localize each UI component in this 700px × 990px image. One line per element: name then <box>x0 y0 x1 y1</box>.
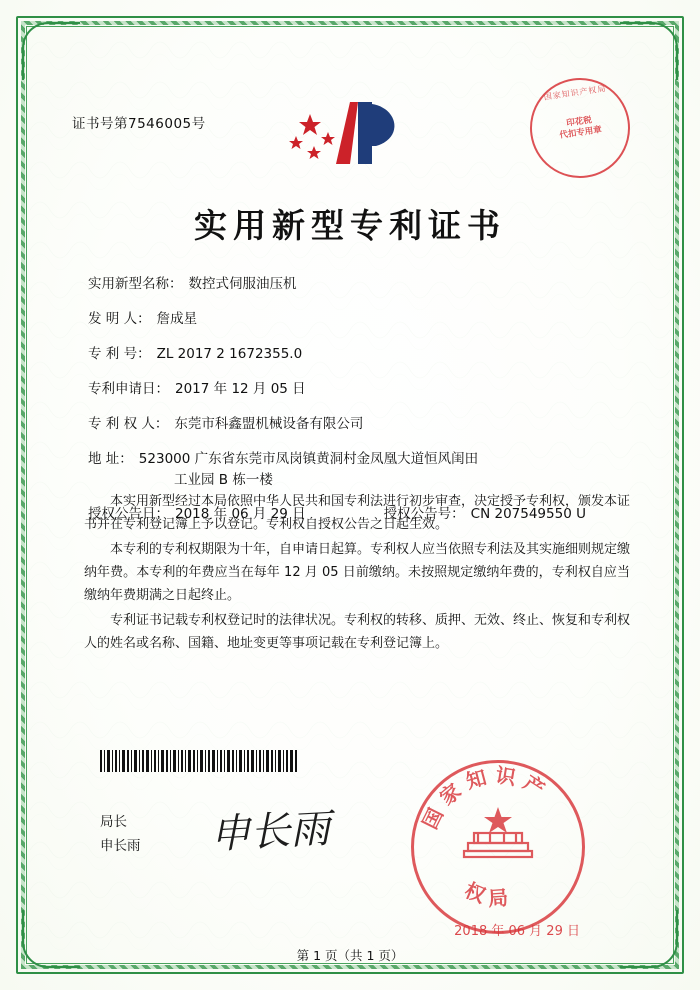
certificate-number: 证书号第7546005号 <box>72 116 206 132</box>
certificate-content <box>60 60 640 950</box>
field-value: 数控式伺服油压机 <box>188 276 297 292</box>
grant-number-label: 授权公告号： <box>383 505 465 522</box>
director-name: 申长雨 <box>100 838 141 854</box>
official-seal-ring-text <box>414 763 582 931</box>
official-seal <box>411 760 585 934</box>
tax-stamp-seal <box>524 72 637 185</box>
page-footer: 第 1 页（共 1 页） <box>296 948 404 963</box>
tax-stamp-top-text: 国家知识产权局 <box>543 84 607 102</box>
seal-date: 2018 年 06 月 29 日 <box>454 924 580 939</box>
field-value: 东莞市科鑫盟机械设备有限公司 <box>174 416 364 432</box>
svg-text:国家知识产: 国家知识产 <box>417 763 555 833</box>
legal-paragraph: 本实用新型经过本局依照中华人民共和国专利法进行初步审查，决定授予专利权，颁发本证书并在专利登记簿上予以登记。专利权自授权公告之日起生效。 <box>84 494 631 532</box>
page-title: 实用新型专利证书 <box>194 206 506 245</box>
field-value: 523000 广东省东莞市凤岗镇黄洞村金凤凰大道恒风闺田 <box>138 451 479 467</box>
director-title: 局长 <box>100 814 127 830</box>
handwritten-signature: 申长雨 <box>209 805 332 859</box>
sipo-logo-icon <box>280 94 420 184</box>
field-row-patent-number <box>88 348 632 362</box>
field-row-utility-model-name <box>88 278 632 292</box>
tax-stamp-bottom-text: 代扣专用章 <box>558 125 603 141</box>
field-label: 发 明 人： <box>88 311 151 327</box>
field-row-inventor <box>88 313 632 327</box>
field-value: 2017 年 12 月 05 日 <box>175 381 306 397</box>
grant-date-value: 2018 年 06 月 29 日 <box>175 505 306 522</box>
field-label: 专 利 权 人： <box>88 416 169 432</box>
field-label: 实用新型名称： <box>88 276 183 292</box>
field-value: 詹成星 <box>156 311 198 327</box>
tax-stamp-mid-text: 印花税 <box>565 115 593 129</box>
signature-block <box>100 810 141 858</box>
svg-text:权局: 权局 <box>461 877 516 911</box>
legal-paragraph: 专利证书记载专利权登记时的法律状况。专利权的转移、质押、无效、终止、恢复和专利权人的姓名或名称、国籍、地址变更等事项记载在专利登记簿上。 <box>84 613 631 651</box>
field-row-address <box>88 453 632 467</box>
grant-number-value: CN 207549550 U <box>470 505 586 522</box>
barcode <box>100 750 300 772</box>
field-value: ZL 2017 2 1672355.0 <box>156 346 303 362</box>
field-label: 专 利 号： <box>88 346 151 362</box>
field-label: 地 址： <box>88 451 133 467</box>
field-row-application-date <box>88 383 632 397</box>
legal-paragraph: 本专利的专利权期限为十年，自申请日起算。专利权人应当依照专利法及其实施细则规定缴纳年费。本专利的年费应当在每年 12 月 05 日前缴纳。未按照规定缴纳年费的，专利权自应当缴纳年费期满之日起终止。 <box>84 542 631 603</box>
address-second-line: 工业园 B 栋一楼 <box>174 472 273 488</box>
grant-date-label: 授权公告日： <box>88 505 169 522</box>
field-label: 专利申请日： <box>88 381 169 397</box>
field-row-patentee <box>88 418 632 432</box>
legal-text-block <box>84 490 630 657</box>
